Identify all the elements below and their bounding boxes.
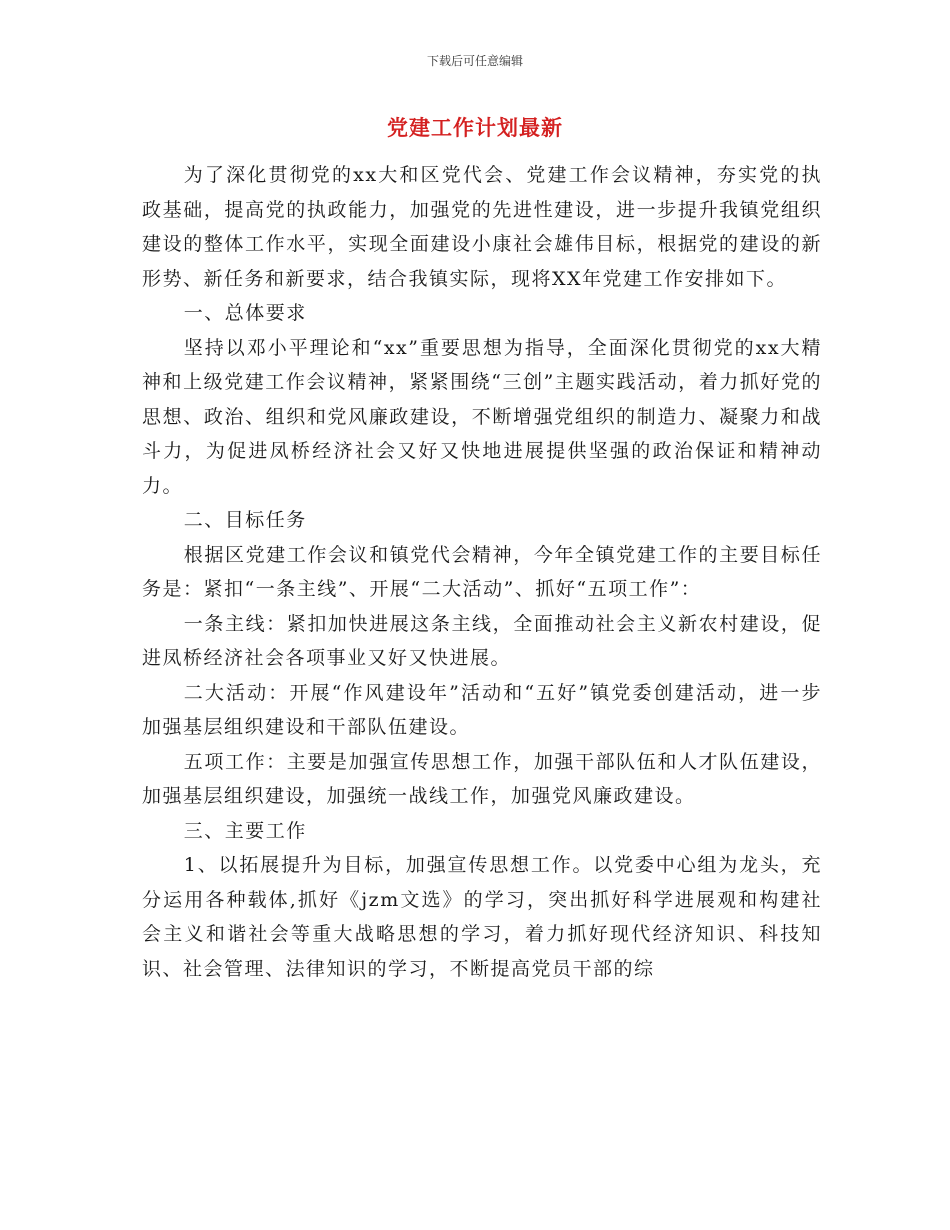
paragraph-overall-requirements: 坚持以邓小平理论和“xx”重要思想为指导，全面深化贯彻党的xx大精神和上级党建工作会议精神，紧紧围绕“三创”主题实践活动，着力抓好党的思想、政治、组织和党风廉政建设，不断增强党组织的制造力、凝聚力和战斗力，为促进凤桥经济社会又好又快地进展提供坚强的政治保证和精神动力。 xyxy=(142,336,822,497)
document-title: 党建工作计划最新 xyxy=(387,116,563,140)
section-heading-goals: 二、目标任务 xyxy=(183,509,307,531)
paragraph-intro: 为了深化贯彻党的xx大和区党代会、党建工作会议精神，夯实党的执政基础，提高党的执政能力，加强党的先进性建设，进一步提升我镇党组织建设的整体工作水平，实现全面建设小康社会雄伟目标，根据党的建设的新形势、新任务和新要求，结合我镇实际，现将XX年党建工作安排如下。 xyxy=(142,164,822,290)
paragraph-two-activities: 二大活动：开展“作风建设年”活动和“五好”镇党委创建活动，进一步加强基层组织建设和干部队伍建设。 xyxy=(142,681,822,738)
document-body xyxy=(142,158,822,986)
section-heading-overall-requirements: 一、总体要求 xyxy=(183,302,307,324)
paragraph-goals: 根据区党建工作会议和镇党代会精神，今年全镇党建工作的主要目标任务是：紧扣“一条主线”、开展“二大活动”、抓好“五项工作”： xyxy=(142,543,822,600)
paragraph-work-item-1: 1、以拓展提升为目标，加强宣传思想工作。以党委中心组为龙头，充分运用各种载体,抓好《jzm文选》的学习，突出抓好科学进展观和构建社会主义和谐社会等重大战略思想的学习，着力抓好现代经济知识、科技知识、社会管理、法律知识的学习，不断提高党员干部的综 xyxy=(142,854,822,980)
section-heading-main-work: 三、主要工作 xyxy=(183,819,307,842)
page-header-note: 下载后可任意编辑 xyxy=(426,54,523,68)
paragraph-main-line: 一条主线：紧扣加快进展这条主线，全面推动社会主义新农村建设，促进凤桥经济社会各项事业又好又快进展。 xyxy=(142,612,822,669)
paragraph-five-works: 五项工作：主要是加强宣传思想工作，加强干部队伍和人才队伍建设，加强基层组织建设，加强统一战线工作，加强党风廉政建设。 xyxy=(142,750,822,807)
